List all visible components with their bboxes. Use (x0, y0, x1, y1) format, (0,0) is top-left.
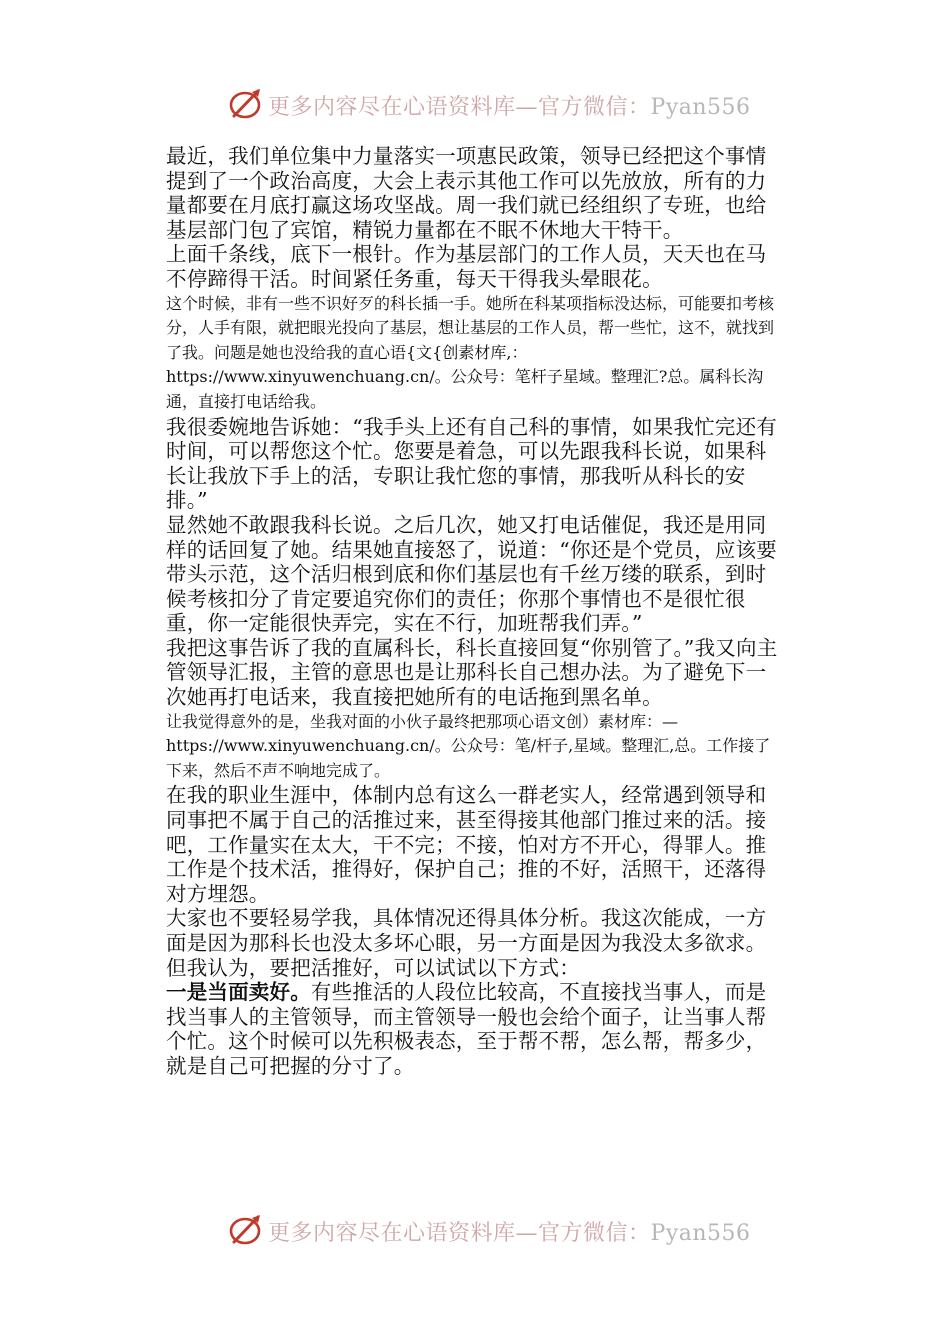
paragraph-9: 大家也不要轻易学我，具体情况还得具体分析。我这次能成，一方面是因为那科长也没太多坏心眼，另一方面是因为我没太多欲求。 (166, 906, 767, 955)
brand-logo-icon (228, 86, 264, 122)
footer-wechat-id: Pyan556 (650, 1221, 751, 1246)
paragraph-11-text: 有些推活的人段位比较高，不直接找当事人，而是找当事人的主管领导，而主管领导一般也会给个面子，让当事人帮个忙。这个时候可以先积极表态，至于帮不帮，怎么帮，帮多少，就是自己可把握的分寸了。 (166, 980, 767, 1078)
paragraph-4: 我很委婉地告诉她：“我手头上还有自己科的事情，如果我忙完还有时间，可以帮您这个忙。您要是着急，可以先跟我科长说，如果科长让我放下手上的活，专职让我忙您的事情，那我听从科长的安排。” (166, 414, 777, 513)
paragraph-7: 让我觉得意外的是，坐我对面的小伙子最终把那项心语文创）素材库：—https://www.xinyuwenchuang.cn/。公众号：笔/杆子,星域。整理汇,总。工作接了下来，然后不声不响地完成了。 (166, 711, 771, 780)
paragraph-1: 最近，我们单位集中力量落实一项惠民政策，领导已经把这个事情提到了一个政治高度，大会上表示其他工作可以先放放，所有的力量都要在月底打赢这场攻坚战。周一我们就已经组织了专班，也给基层部门包了宾馆，精锐力量都在不眠不休地大干特干。 (166, 144, 767, 242)
paragraph-5: 显然她不敢跟我科长说。之后几次，她又打电话催促，我还是用同样的话回复了她。结果她直接怒了，说道：“你还是个党员，应该要带头示范，这个活归根到底和你们基层也有千丝万缕的联系，到时候考核扣分了肯定要追究你们的责任；你那个事情也不是很忙很重，你一定能很快弄完，实在不行，加班帮我们弄。” (166, 512, 777, 636)
paragraph-8: 在我的职业生涯中，体制内总有这么一群老实人，经常遇到领导和同事把不属于自己的活推过来，甚至得接其他部门推过来的活。接吧，工作量实在太大，干不完；不接，怕对方不开心，得罪人。推工作是个技术活，推得好，保护自己；推的不好，活照干，还落得对方埋怨。 (166, 783, 767, 906)
brand-logo-icon (228, 1212, 264, 1248)
paragraph-2: 上面千条线，底下一根针。作为基层部门的工作人员，天天也在马不停蹄得干活。时间紧任务重，每天干得我头晕眼花。 (166, 242, 767, 291)
paragraph-3: 这个时候，非有一些不识好歹的科长插一手。她所在科某项指标没达标，可能要扣考核分，人手有限，就把眼光投向了基层，想让基层的工作人员，帮一些忙，这不，就找到了我。问题是她也没给我的直心语{文{创素材库,：https://www.xinyuwenchuang.cn/。公众号：笔杆子星域。整理汇?总。属科长沟通，直接打电话给我。 (166, 293, 775, 411)
article-body (166, 144, 786, 1079)
header-banner (0, 84, 950, 124)
paragraph-11 (166, 980, 786, 1078)
footer-banner-text: 更多内容尽在心语资料库—官方微信：Pyan556 (268, 1221, 751, 1246)
paragraph-6: 我把这事告诉了我的直属科长，科长直接回复“你别管了。”我又向主管领导汇报，主管的意思也是让那科长自己想办法。为了避免下一次她再打电话来，我直接把她所有的电话拖到黑名单。 (166, 635, 778, 710)
paragraph-11-lead: 一是当面卖好。 (166, 980, 311, 1005)
header-wechat-id: Pyan556 (650, 95, 751, 120)
paragraph-10: 但我认为，要把活推好，可以试试以下方式： (166, 955, 580, 980)
footer-banner (0, 1210, 950, 1250)
header-banner-text: 更多内容尽在心语资料库—官方微信：Pyan556 (268, 95, 751, 120)
